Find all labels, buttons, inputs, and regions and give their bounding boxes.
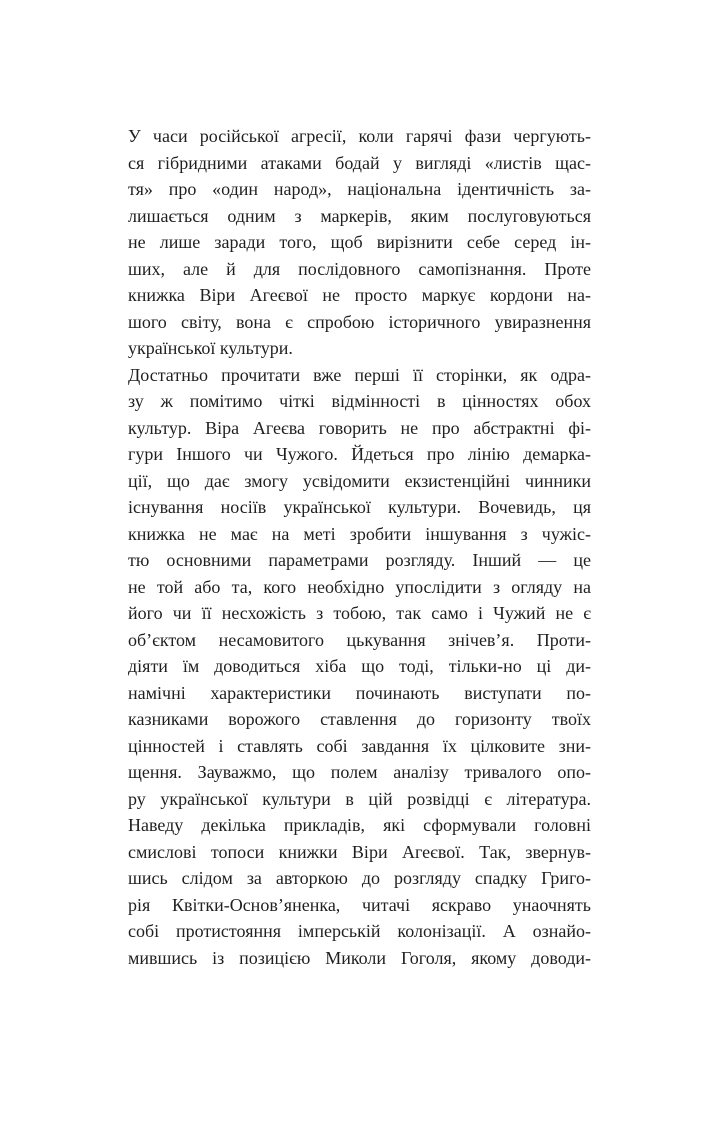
text-line: існування носіїв української культури. Вочевидь, ця (128, 497, 591, 517)
text-line: його чи її несхожість з тобою, так само і Чужий не є (128, 603, 591, 623)
text-line: зу ж помітимо чіткі відмінності в цінностях обох (128, 391, 591, 411)
text-line: мившись із позицією Миколи Гоголя, якому доводи- (128, 947, 591, 968)
text-line: шись слідом за авторкою до розгляду спадку Григо- (128, 868, 591, 888)
text-line: книжка не має на меті зробити іншування з чужіс- (128, 523, 591, 544)
text-line: тю основними параметрами розгляду. Інший — це (128, 550, 591, 570)
text-line: щення. Зауважмо, що полем аналізу тривалого опо- (128, 762, 591, 782)
text-line: У часи російської агресії, коли гарячі фази чергують- (128, 126, 591, 146)
text-line: української культури. (128, 338, 293, 358)
text-line: тя» про «один народ», національна ідентичність за- (128, 179, 591, 199)
text-line: рія Квітки-Основ’яненка, читачі яскраво унаочнять (128, 894, 591, 915)
text-line: гури Іншого чи Чужого. Йдеться про лінію демарка- (128, 444, 591, 464)
text-line: культур. Віра Агеєва говорить не про абстрактні фі- (128, 417, 591, 438)
text-line: шого світу, вона є спробою історичного увиразнення (128, 311, 591, 332)
text-line: смислові топоси книжки Віри Агеєвої. Так, звернув- (128, 841, 591, 862)
paragraph (128, 123, 591, 362)
text-line: ції, що дає змогу усвідомити екзистенційні чинники (128, 470, 591, 491)
text-block (128, 123, 591, 971)
text-line: не той або та, кого необхідно упослідити з огляду на (128, 576, 591, 597)
text-line: лишається одним з маркерів, яким послуговуються (128, 205, 591, 226)
text-line: собі протистояння імперській колонізації. А ознайо- (128, 921, 591, 941)
text-line: намічні характеристики починають виступати по- (128, 682, 591, 703)
text-line: об’єктом несамовитого цькування знічев’я. Проти- (128, 629, 591, 650)
text-line: Наведу декілька прикладів, які сформували головні (128, 815, 591, 835)
text-line: діяти їм доводиться хіба що тоді, тільки-но ці ди- (128, 656, 591, 676)
text-line: не лише заради того, щоб вирізнити себе серед ін- (128, 232, 591, 252)
text-line: ру української культури в цій розвідці є література. (128, 788, 591, 809)
paragraph (128, 362, 591, 972)
text-line: книжка Віри Агеєвої не просто маркує кордони на- (128, 285, 591, 305)
text-line: ших, але й для послідовного самопізнання. Проте (128, 258, 591, 279)
text-line: цінностей і ставлять собі завдання їх цілковите зни- (128, 735, 591, 756)
text-line: Достатньо прочитати вже перші її сторінки, як одра- (128, 364, 591, 385)
text-line: ся гібридними атаками бодай у вигляді «листів щас- (128, 152, 591, 173)
text-line: казниками ворожого ставлення до горизонту твоїх (128, 709, 591, 729)
